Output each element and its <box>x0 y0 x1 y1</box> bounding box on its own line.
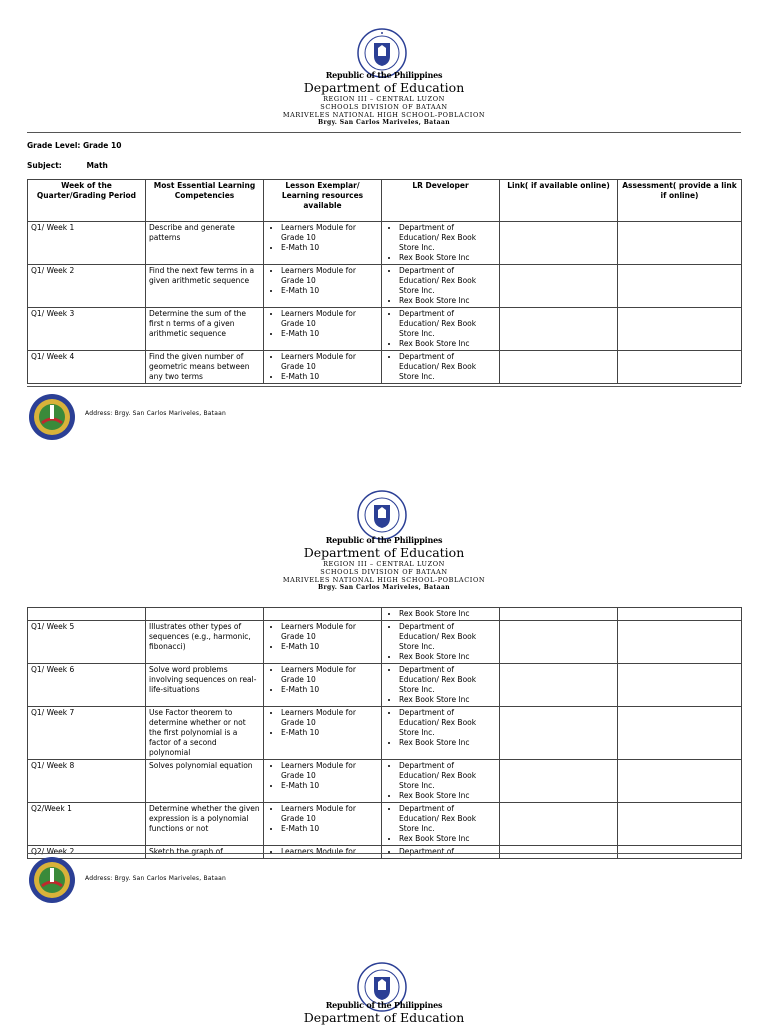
table-row <box>28 803 742 846</box>
competency-cell: Find the given number of geometric means between any two terms <box>146 351 264 384</box>
link-cell <box>500 351 618 384</box>
list-item: • Learners Module for <box>281 847 378 857</box>
resources-cell <box>264 803 382 846</box>
letterhead <box>0 1000 768 1025</box>
link-cell <box>500 222 618 265</box>
list-item: • E-Math 10 <box>281 781 378 791</box>
bullet-list <box>385 609 496 619</box>
bullet-list <box>267 665 378 695</box>
school-logo-icon <box>28 856 76 904</box>
footer-rule <box>27 386 741 387</box>
link-cell <box>500 707 618 760</box>
week-cell: Q2/Week 1 <box>28 803 146 846</box>
table-row <box>28 621 742 664</box>
competency-cell: Sketch the graph of <box>146 846 264 859</box>
bullet-list <box>385 309 496 349</box>
assessment-cell <box>618 846 742 859</box>
link-cell <box>500 308 618 351</box>
assessment-cell <box>618 608 742 621</box>
list-item: • E-Math 10 <box>281 728 378 738</box>
list-item: • Department of Education/ Rex Book Store Inc. <box>399 622 496 652</box>
list-item: • E-Math 10 <box>281 642 378 652</box>
school-logo-icon <box>28 393 76 441</box>
table-row <box>28 664 742 707</box>
footer-address: Address: Brgy. San Carlos Mariveles, Bataan <box>85 410 226 417</box>
resources-cell <box>264 222 382 265</box>
bullet-list <box>267 708 378 738</box>
list-item: • Learners Module for Grade 10 <box>281 665 378 685</box>
link-cell <box>500 846 618 859</box>
list-item: • Department of Education/ Rex Book Store Inc. <box>399 761 496 791</box>
list-item: • Department of Education/ Rex Book Store Inc. <box>399 223 496 253</box>
bullet-list <box>385 761 496 801</box>
developer-cell <box>382 222 500 265</box>
developer-cell <box>382 803 500 846</box>
bullet-list <box>385 708 496 748</box>
week-cell: Q1/ Week 6 <box>28 664 146 707</box>
assessment-cell <box>618 760 742 803</box>
list-item: • Learners Module for Grade 10 <box>281 352 378 372</box>
school-label: MARIVELES NATIONAL HIGH SCHOOL-POBLACION <box>282 111 486 119</box>
bullet-list <box>267 266 378 296</box>
list-item: • Department of Education/ Rex Book Store Inc. <box>399 708 496 738</box>
bullet-list <box>267 804 378 834</box>
list-item: • Department of <box>399 847 496 857</box>
link-cell <box>500 803 618 846</box>
developer-cell <box>382 351 500 384</box>
list-item: • Department of Education/ Rex Book Store Inc. <box>399 266 496 296</box>
table-row <box>28 222 742 265</box>
assessment-cell <box>618 621 742 664</box>
department-title: Department of Education <box>303 80 465 95</box>
department-title: Department of Education <box>303 545 465 560</box>
week-cell: Q1/ Week 8 <box>28 760 146 803</box>
week-cell: Q1/ Week 1 <box>28 222 146 265</box>
column-header: Most Essential Learning Competencies <box>146 180 264 222</box>
assessment-cell <box>618 351 742 384</box>
bullet-list <box>385 847 496 857</box>
letterhead <box>0 70 768 127</box>
subject-value: Math <box>86 161 108 170</box>
competency-cell: Use Factor theorem to determine whether or not the first polynomial is a factor of a second polynomial <box>146 707 264 760</box>
link-cell <box>500 760 618 803</box>
resources-cell <box>264 760 382 803</box>
competency-cell: Solve word problems involving sequences on real-life-situations <box>146 664 264 707</box>
list-item: • Department of Education/ Rex Book Store Inc. <box>399 804 496 834</box>
list-item: • Rex Book Store Inc <box>399 834 496 844</box>
list-item: • Learners Module for Grade 10 <box>281 622 378 642</box>
bullet-list <box>385 352 496 382</box>
bullet-list <box>267 223 378 253</box>
competency-cell <box>146 608 264 621</box>
resources-cell <box>264 265 382 308</box>
resources-cell <box>264 707 382 760</box>
competency-cell: Find the next few terms in a given arithmetic sequence <box>146 265 264 308</box>
list-item: • E-Math 10 <box>281 372 378 382</box>
list-item: • Learners Module for Grade 10 <box>281 804 378 824</box>
column-header: LR Developer <box>382 180 500 222</box>
assessment-cell <box>618 707 742 760</box>
list-item: • Rex Book Store Inc <box>399 791 496 801</box>
list-item: • Learners Module for Grade 10 <box>281 223 378 243</box>
list-item: • Rex Book Store Inc <box>399 609 496 619</box>
list-item: • Learners Module for Grade 10 <box>281 309 378 329</box>
competency-cell: Determine whether the given expression is a polynomial functions or not <box>146 803 264 846</box>
resources-cell <box>264 846 382 859</box>
list-item: • Rex Book Store Inc <box>399 296 496 306</box>
list-item: • E-Math 10 <box>281 329 378 339</box>
developer-cell <box>382 265 500 308</box>
week-cell: Q2/ Week 2 <box>28 846 146 859</box>
deped-seal-icon <box>357 490 407 540</box>
school-label: MARIVELES NATIONAL HIGH SCHOOL-POBLACION <box>282 576 486 584</box>
bullet-list <box>385 223 496 263</box>
developer-cell <box>382 664 500 707</box>
list-item: • E-Math 10 <box>281 824 378 834</box>
division-label: SCHOOLS DIVISION OF BATAAN <box>320 103 448 111</box>
table-row <box>28 265 742 308</box>
week-cell: Q1/ Week 3 <box>28 308 146 351</box>
list-item: • E-Math 10 <box>281 243 378 253</box>
column-header: Lesson Exemplar/ Learning resources available <box>264 180 382 222</box>
link-cell <box>500 621 618 664</box>
list-item: • E-Math 10 <box>281 685 378 695</box>
header-rule <box>27 132 741 133</box>
column-header: Assessment( provide a link if online) <box>618 180 742 222</box>
developer-cell <box>382 846 500 859</box>
bullet-list <box>267 761 378 791</box>
week-cell: Q1/ Week 4 <box>28 351 146 384</box>
assessment-cell <box>618 308 742 351</box>
school-address: Brgy. San Carlos Mariveles, Bataan <box>317 584 451 591</box>
table-row <box>28 760 742 803</box>
table-row <box>28 608 742 621</box>
assessment-cell <box>618 222 742 265</box>
table-row <box>28 846 742 859</box>
list-item: • Rex Book Store Inc <box>399 339 496 349</box>
list-item: • Department of Education/ Rex Book Store Inc. <box>399 352 496 382</box>
assessment-cell <box>618 664 742 707</box>
subject-line <box>27 161 108 170</box>
list-item: • Learners Module for Grade 10 <box>281 266 378 286</box>
subject-label: Subject: <box>27 161 62 170</box>
developer-cell <box>382 707 500 760</box>
assessment-cell <box>618 265 742 308</box>
table-row <box>28 308 742 351</box>
region-label: REGION III – CENTRAL LUZON <box>323 560 445 568</box>
resources-cell <box>264 664 382 707</box>
list-item: • Department of Education/ Rex Book Store Inc. <box>399 665 496 695</box>
competency-table <box>27 179 742 384</box>
competency-table-continued <box>27 607 742 859</box>
competency-cell: Illustrates other types of sequences (e.g., harmonic, fibonacci) <box>146 621 264 664</box>
bullet-list <box>385 804 496 844</box>
table-row <box>28 707 742 760</box>
list-item: • Rex Book Store Inc <box>399 652 496 662</box>
competency-cell: Describe and generate patterns <box>146 222 264 265</box>
bullet-list <box>385 622 496 662</box>
resources-cell <box>264 308 382 351</box>
week-cell: Q1/ Week 5 <box>28 621 146 664</box>
link-cell <box>500 664 618 707</box>
competency-cell: Solves polynomial equation <box>146 760 264 803</box>
list-item: • Rex Book Store Inc <box>399 738 496 748</box>
grade-level: Grade Level: Grade 10 <box>27 141 122 150</box>
school-address: Brgy. San Carlos Mariveles, Bataan <box>317 119 451 126</box>
bullet-list <box>267 622 378 652</box>
resources-cell <box>264 351 382 384</box>
list-item: • Learners Module for Grade 10 <box>281 708 378 728</box>
developer-cell <box>382 760 500 803</box>
footer-address: Address: Brgy. San Carlos Mariveles, Bataan <box>85 875 226 882</box>
bullet-list <box>267 847 378 857</box>
bullet-list <box>385 665 496 705</box>
bullet-list <box>385 266 496 306</box>
republic-label: Republic of the Philippines <box>325 70 443 80</box>
letterhead <box>0 535 768 592</box>
developer-cell <box>382 608 500 621</box>
list-item: • Learners Module for Grade 10 <box>281 761 378 781</box>
list-item: • Rex Book Store Inc <box>399 695 496 705</box>
week-cell: Q1/ Week 7 <box>28 707 146 760</box>
list-item: • Department of Education/ Rex Book Store Inc. <box>399 309 496 339</box>
table-row <box>28 351 742 384</box>
competency-cell: Determine the sum of the first n terms of a given arithmetic sequence <box>146 308 264 351</box>
column-header: Week of the Quarter/Grading Period <box>28 180 146 222</box>
republic-label: Republic of the Philippines <box>325 535 443 545</box>
resources-cell <box>264 621 382 664</box>
developer-cell <box>382 308 500 351</box>
link-cell <box>500 265 618 308</box>
division-label: SCHOOLS DIVISION OF BATAAN <box>320 568 448 576</box>
bullet-list <box>267 309 378 339</box>
week-cell <box>28 608 146 621</box>
developer-cell <box>382 621 500 664</box>
footer-rule <box>27 853 741 854</box>
resources-cell <box>264 608 382 621</box>
column-header: Link( if available online) <box>500 180 618 222</box>
assessment-cell <box>618 803 742 846</box>
republic-label: Republic of the Philippines <box>325 1000 443 1010</box>
link-cell <box>500 608 618 621</box>
bullet-list <box>267 352 378 382</box>
region-label: REGION III – CENTRAL LUZON <box>323 95 445 103</box>
week-cell: Q1/ Week 2 <box>28 265 146 308</box>
list-item: • Rex Book Store Inc <box>399 253 496 263</box>
list-item: • E-Math 10 <box>281 286 378 296</box>
department-title: Department of Education <box>303 1010 465 1025</box>
